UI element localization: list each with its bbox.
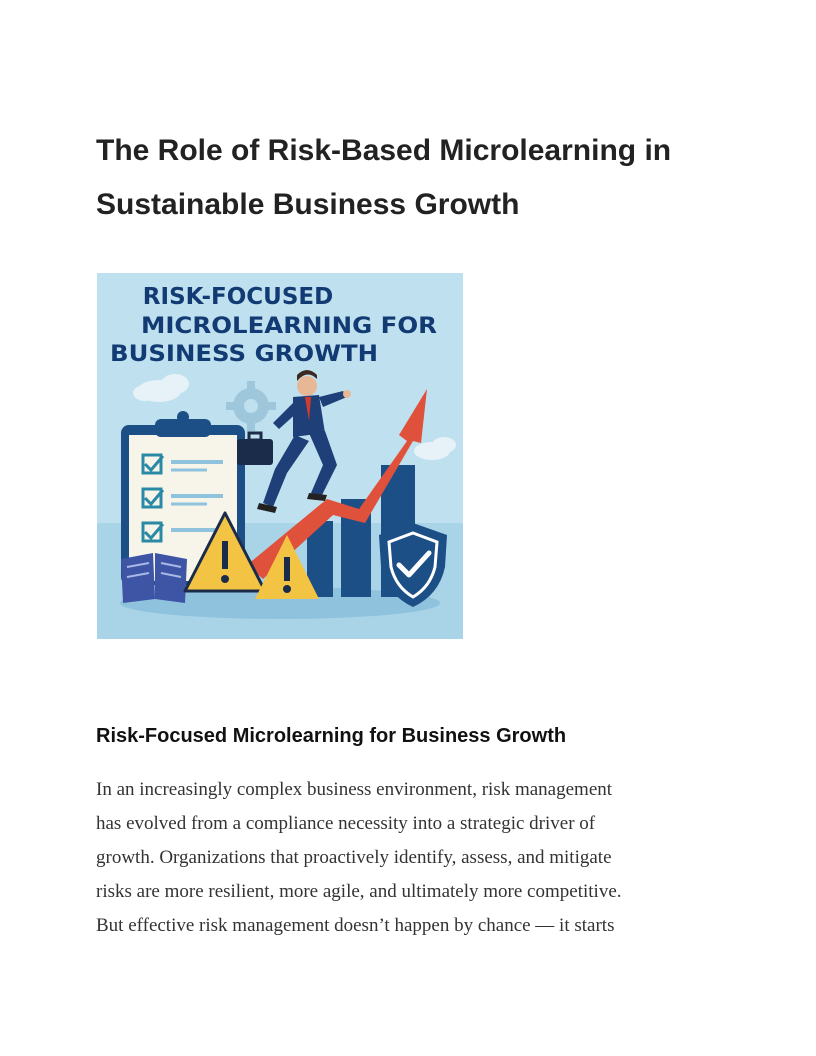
body-line-5: But effective risk management doesn’t happen by chance — it starts <box>96 915 615 936</box>
section-heading: Risk-Focused Microlearning for Business Growth <box>96 725 567 747</box>
body-line-2: has evolved from a compliance necessity into a strategic driver of <box>96 813 596 834</box>
banner-line-2: MICROLEARNING FOR <box>141 314 438 339</box>
body-line-3: growth. Organizations that proactively identify, assess, and mitigate <box>96 847 612 868</box>
banner-line-3: BUSINESS GROWTH <box>110 342 378 367</box>
body-line-4: risks are more resilient, more agile, and ultimately more competitive. <box>96 881 622 902</box>
body-paragraph <box>96 773 736 943</box>
illustration-figure <box>97 273 463 639</box>
illustration-svg <box>97 273 463 639</box>
body-line-1: In an increasingly complex business environment, risk management <box>96 779 613 800</box>
document-title-line-2: Sustainable Business Growth <box>96 188 520 221</box>
document-title <box>96 124 736 232</box>
banner-line-1: RISK-FOCUSED <box>142 284 334 310</box>
document-title-line-1: The Role of Risk-Based Microlearning in <box>96 134 672 167</box>
